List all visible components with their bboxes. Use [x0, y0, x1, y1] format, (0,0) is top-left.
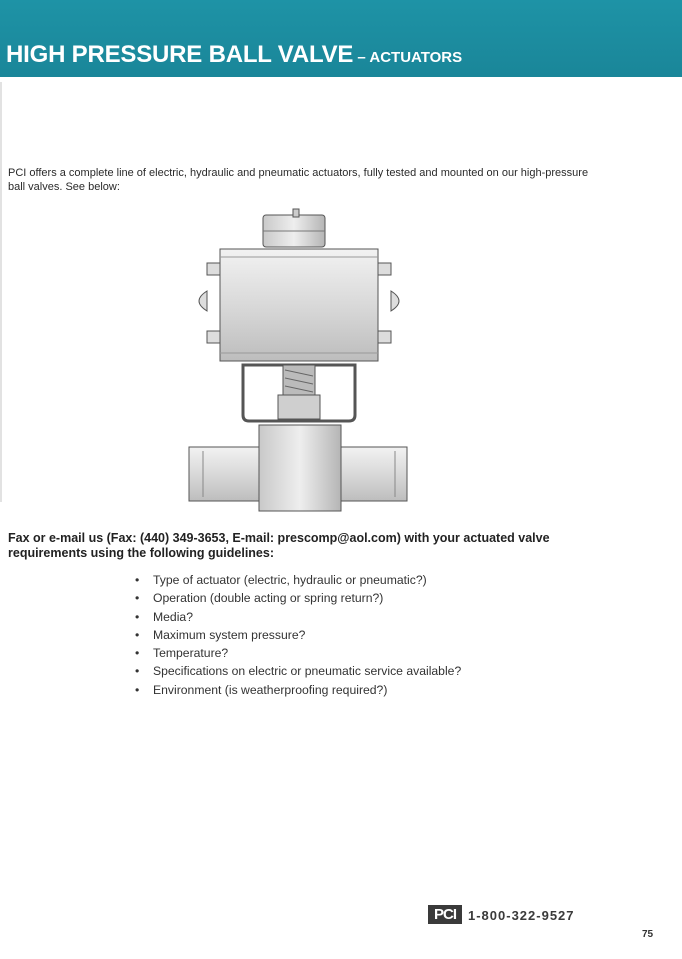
indicator-top: [263, 209, 325, 247]
phone-number: 1-800-322-9527: [468, 908, 575, 923]
pci-logo: PCI: [428, 905, 462, 924]
list-item: [135, 608, 461, 626]
guidelines-list: [135, 571, 461, 699]
actuated-ball-valve-illustration: [185, 205, 415, 515]
bullet: •: [135, 646, 140, 661]
guideline-text: Environment (is weatherproofing required?): [153, 682, 388, 697]
bullet: •: [135, 664, 140, 679]
guideline-text: Temperature?: [153, 646, 229, 661]
guideline-text: Specifications on electric or pneumatic service available?: [153, 664, 462, 679]
page-number: 75: [642, 929, 654, 940]
list-item: [135, 644, 461, 662]
list-item: [135, 589, 461, 607]
guideline-text: Operation (double acting or spring return?): [153, 591, 384, 606]
title-subtitle: – ACTUATORS: [353, 49, 463, 66]
list-item: [135, 662, 461, 680]
page-title: [6, 41, 462, 69]
page-edge-rule: [0, 82, 2, 502]
guideline-text: Type of actuator (electric, hydraulic or pneumatic?): [153, 573, 427, 587]
list-item: [135, 571, 461, 589]
actuator-body: [199, 249, 399, 361]
list-item: [135, 626, 461, 644]
header-band: [0, 0, 682, 77]
bullet: •: [135, 573, 140, 587]
guideline-text: Media?: [153, 609, 193, 624]
valve-body: [189, 425, 407, 511]
mounting-bracket: [243, 365, 355, 421]
bullet: •: [135, 627, 140, 642]
bullet: •: [135, 609, 140, 624]
title-main: HIGH PRESSURE BALL VALVE: [6, 41, 354, 68]
bullet: •: [135, 591, 140, 606]
list-item: [135, 681, 461, 699]
intro-paragraph: PCI offers a complete line of electric, hydraulic and pneumatic actuators, fully tested and mounted on our high-pressure ball valves. See below:: [8, 167, 589, 193]
contact-instructions: Fax or e-mail us (Fax: (440) 349-3653, E-mail: prescomp@aol.com) with your actuated valve requirements using the following guidelines:: [8, 531, 550, 560]
guideline-text: Maximum system pressure?: [153, 627, 306, 642]
bullet: •: [135, 682, 140, 697]
